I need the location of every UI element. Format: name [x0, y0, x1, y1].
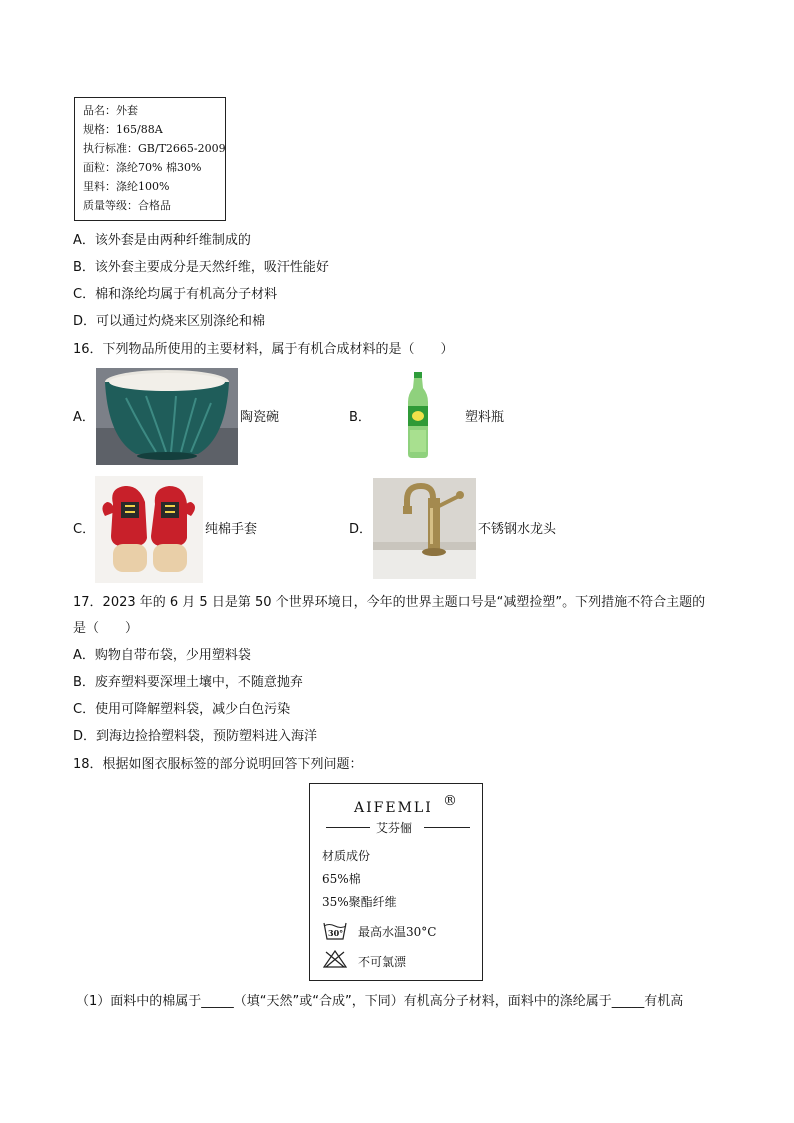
q16-option-c-text: 纯棉手套	[205, 522, 258, 537]
q16-option-b-text: 塑料瓶	[465, 410, 505, 425]
label-brand: AIFEMLI	[354, 800, 433, 816]
coat-label-row: 质量等级：合格品	[83, 199, 171, 212]
q17-option-c: C．使用可降解塑料袋，减少白色污染	[73, 702, 291, 717]
label-bleach-text: 不可氯漂	[358, 955, 407, 969]
q16-option-b-letter: B．	[349, 410, 371, 425]
label-wash-text: 最高水温30°C	[358, 925, 437, 939]
coat-label-row: 面粒：涤纶70% 棉30%	[83, 161, 202, 174]
q16-option-d-text: 不锈钢水龙头	[478, 522, 557, 537]
q17-stem-line1: 17．2023 年的 6 月 5 日是第 50 个世界环境日，今年的世界主题口号是“减塑捡塑”。下列措施不符合主题的	[73, 595, 706, 610]
q15-option-c: C．棉和涤纶均属于有机高分子材料	[73, 287, 278, 302]
ceramic-bowl-image	[96, 368, 238, 465]
coat-label-row: 里料：涤纶100%	[83, 180, 170, 193]
wash-temperature-icon	[323, 922, 347, 940]
label-material-title: 材质成份	[322, 849, 371, 863]
q17-option-d: D．到海边捡拾塑料袋，预防塑料进入海洋	[73, 729, 318, 744]
label-brand-cn: 艾芬俪	[376, 821, 413, 835]
no-bleach-icon	[323, 950, 347, 968]
wash-icon-text: 30°	[328, 928, 344, 938]
label-divider-left	[326, 827, 370, 828]
q16-option-d-letter: D．	[349, 522, 373, 537]
q16-stem: 16．下列物品所使用的主要材料，属于有机合成材料的是（ ）	[73, 342, 454, 357]
q15-option-a: A．该外套是由两种纤维制成的	[73, 233, 251, 248]
q18-stem: 18．根据如图衣服标签的部分说明回答下列问题：	[73, 757, 363, 772]
label-material-1: 65%棉	[322, 872, 361, 886]
coat-label-row: 规格：165/88A	[83, 123, 163, 136]
q16-option-c-letter: C．	[73, 522, 96, 537]
label-material-2: 35%聚酯纤维	[322, 895, 397, 909]
q17-option-a: A．购物自带布袋，少用塑料袋	[73, 648, 251, 663]
q15-option-b: B．该外套主要成分是天然纤维，吸汗性能好	[73, 260, 329, 275]
registered-mark: ®	[443, 793, 457, 809]
q16-option-a-text: 陶瓷碗	[240, 410, 280, 425]
cotton-gloves-image	[95, 476, 203, 583]
q18-sub1: （1）面料中的棉属于_____（填“天然”或“合成”，下同）有机高分子材料，面料中的涤纶属于_____有机高	[76, 994, 684, 1009]
plastic-bottle-image	[406, 372, 430, 458]
q17-option-b: B．废弃塑料要深埋土壤中，不随意抛弃	[73, 675, 303, 690]
q15-option-d: D．可以通过灼烧来区别涤纶和棉	[73, 314, 266, 329]
q17-stem-line2: 是（ ）	[73, 621, 139, 636]
steel-faucet-image	[373, 478, 476, 579]
coat-label-row: 执行标准：GB/T2665-2009	[83, 142, 226, 155]
coat-label-box	[74, 97, 226, 221]
q16-option-a-letter: A．	[73, 410, 95, 425]
label-divider-right	[424, 827, 470, 828]
coat-label-row: 品名：外套	[83, 104, 138, 117]
clothing-care-label	[309, 783, 483, 981]
